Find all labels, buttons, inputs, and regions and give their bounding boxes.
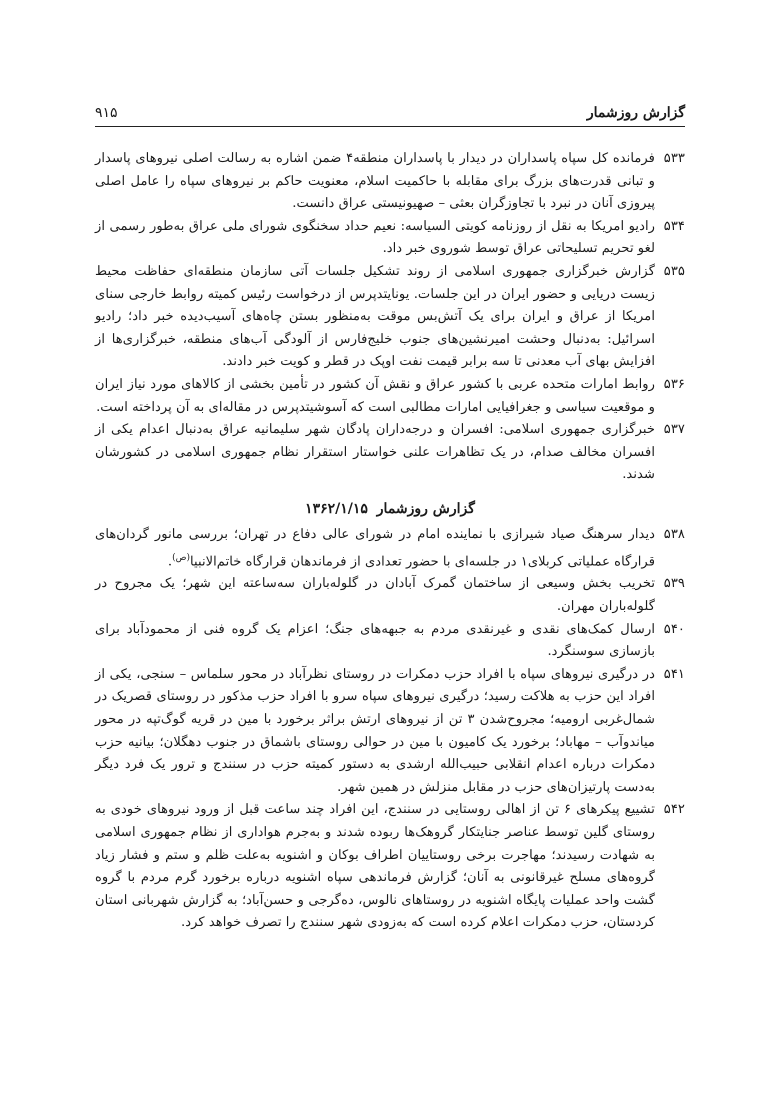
- list-item: [95, 524, 685, 574]
- entry-text: دیدار سرهنگ صیاد شیرازی با نماینده امام در شورای عالی دفاع در تهران؛ بررسی مانور گردان‌های قرارگاه عملیاتی کربلای۱ در جلسه‌ای با حضور تعدادی از فرماندهان قرارگاه خاتم‌الانبیا: [95, 526, 655, 569]
- list-item: [95, 619, 685, 664]
- entry-number: ۵۳۵: [663, 263, 685, 279]
- list-item: [95, 799, 685, 935]
- entry-text-tail: .: [167, 553, 173, 569]
- entry-number: ۵۴۰: [663, 621, 685, 637]
- list-item: [95, 148, 685, 216]
- entry-text: رادیو امریکا به نقل از روزنامه کویتی السیاسه: نعیم حداد سخنگوی شورای ملی عراق به‌طور رسمی از لغو تحریم تسلیحاتی عراق توسط شوروی خبر داد.: [95, 218, 655, 257]
- entry-text: فرمانده کل سپاه پاسداران در دیدار با پاسداران منطقه۴ ضمن اشاره به رسالت اصلی نیروهای پاسدار و تبانی قدرت‌های بزرگ برای مقابله با حاکمیت اسلام، معنویت حاکم بر نیروهای سپاه را عامل اصلی پیروزی آنان در نبرد با تجاوزگران بعثی – صهیونیستی عراق دانست.: [95, 151, 655, 212]
- header-divider: [95, 126, 685, 127]
- section-heading-date: ۱۳۶۲/۱/۱۵: [305, 500, 368, 517]
- entry-number: ۵۳۸: [663, 526, 685, 542]
- entry-number: ۵۳۶: [663, 376, 685, 392]
- entry-number: ۵۳۳: [663, 151, 685, 166]
- section-heading: [95, 497, 685, 521]
- entry-number: ۵۳۴: [663, 218, 685, 234]
- list-item: [95, 374, 685, 419]
- list-item: [95, 573, 685, 618]
- entry-text: گزارش خبرگزاری جمهوری اسلامی از روند تشکیل جلسات آتی سازمان منطقه‌ای حفاظت محیط زیست دریایی و حضور ایران در این جلسات. یونایتدپرس از درخواست رئیس کمیته روابط خارجی سنای امریکا از عراق و ایران برای یک آتش‌بس موقت به‌منظور بستن چاه‌های آسیب‌دیده خبر داد؛ رادیو اسرائیل: به‌دنبال وحشت امیرنشین‌های جنوب خلیج‌فارس از آلودگی آب‌های منطقه، خبرگزاری‌ها از افزایش بهای آب معدنی تا سه برابر قیمت نفت اوپک در قطر و کویت خبر دادند.: [95, 263, 655, 370]
- running-header: [95, 93, 685, 121]
- entry-text: تشییع پیکرهای ۶ تن از اهالی روستایی در سنندج، این افراد چند ساعت قبل از ورود نیروهای خودی به روستای گلین توسط عناصر جنایتکار گروهک‌ها ربوده شدند و به‌جرم هواداری از نظام جمهوری اسلامی به شهادت رسیدند؛ مهاجرت برخی روستاییان اطراف بوکان و اشنویه به‌علت ظلم و ستم و فشار زیاد گروه‌های مسلح غیرقانونی به آنان؛ گزارش فرماندهی سپاه اشنویه درباره برخورد گرم مردم با گروه گشت واحد عملیات پایگاه اشنویه در روستاهای نالوس، ده‌گرجی و حسن‌آباد؛ به گزارش شهربانی استان کردستان، حزب دمکرات اعلام کرده است که به‌زودی شهر سنندج را تصرف خواهد کرد.: [95, 802, 655, 931]
- entry-text: تخریب بخش وسیعی از ساختمان گمرک آبادان در گلوله‌باران سه‌ساعته این شهر؛ یک مجروح در گلوله‌باران مهران.: [95, 576, 655, 615]
- page-number: ۹۱۵: [95, 105, 118, 121]
- entry-text: ارسال کمک‌های نقدی و غیرنقدی مردم به جبهه‌های جنگ؛ اعزام یک گروه فنی از محمودآباد برای بازسازی سوسنگرد.: [95, 621, 655, 660]
- list-item: [95, 261, 685, 374]
- entry-number: ۵۴۱: [663, 666, 685, 682]
- list-item: [95, 216, 685, 261]
- header-title: گزارش روزشمار: [586, 105, 685, 121]
- entry-number: ۵۳۷: [663, 422, 685, 438]
- honorific-superscript: (ص): [172, 552, 190, 563]
- list-item: [95, 419, 685, 487]
- list-item: [95, 664, 685, 800]
- entry-text: در درگیری نیروهای سپاه با افراد حزب دمکرات در روستای نظرآباد در محور سلماس – سنجی، یکی از افراد این حزب به هلاکت رسید؛ درگیری نیروهای سپاه سرو با افراد حزب مذکور در روستای قصریک در شمال‌غربی ارومیه؛ مجروح‌شدن ۳ تن از نیروهای ارتش براثر برخورد با مین در قریه گوگ‌تپه در محور میاندوآب – مهاباد؛ برخورد یک کامیون با مین در حوالی روستای باشماق در جنوب دهگلان؛ بیانیه حزب دمکرات درباره اعدام انقلابی حبیب‌الله ارشدی به دستور کمیته حزب در سنندج و ترور یک فرد دیگر به‌دست پارتیزان‌های حزب در مقابل منزلش در همین شهر.: [95, 666, 656, 795]
- entry-text: خبرگزاری جمهوری اسلامی: افسران و درجه‌داران پادگان شهر سلیمانیه عراق به‌دنبال اعدام یکی از افسران مخالف صدام، در یک تظاهرات علنی خواستار استقرار نظام جمهوری اسلامی در کشورشان شدند.: [95, 422, 655, 483]
- page-body: [95, 148, 685, 935]
- entry-number: ۵۳۹: [663, 576, 685, 592]
- entry-number: ۵۴۲: [663, 802, 685, 818]
- entry-text: روابط امارات متحده عربی با کشور عراق و نقش آن کشور در تأمین بخشی از کالاهای مورد نیاز ایران و موقعیت سیاسی و جغرافیایی امارات مطالبی است که آسوشیتدپرس در مقاله‌ای به آن پرداخته است.: [95, 376, 655, 415]
- section-heading-title: گزارش روزشمار: [376, 500, 475, 517]
